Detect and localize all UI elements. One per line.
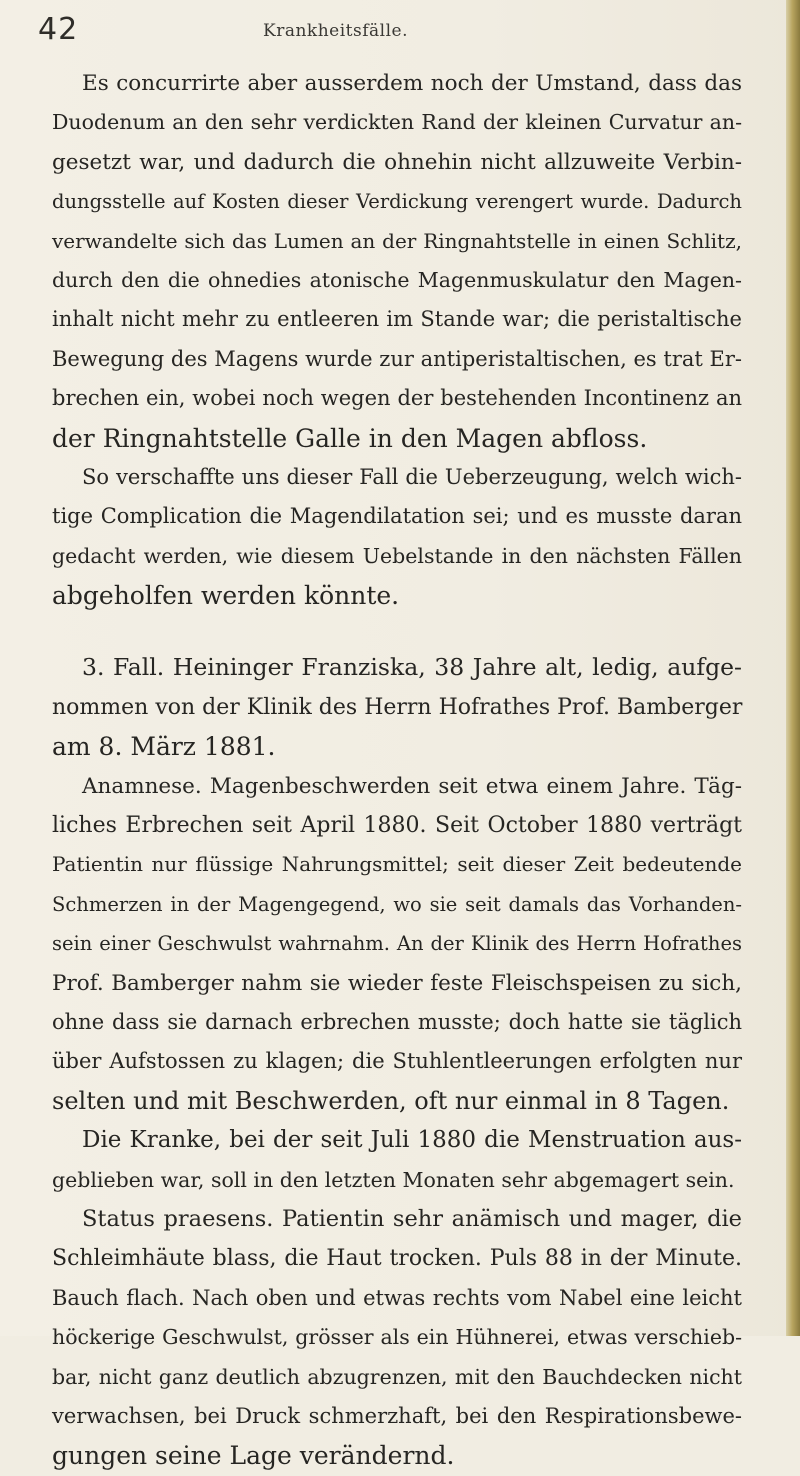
text-line: verwandelte sich das Lumen an der Ringnahtstelle in einen Schlitz, — [52, 228, 742, 253]
text-line: ohne dass sie darnach erbrechen musste; doch hatte sie täglich — [52, 1009, 742, 1034]
text-line: brechen ein, wobei noch wegen der bestehenden Incontinenz an — [52, 386, 742, 411]
text-line: Patientin nur flüssige Nahrungsmittel; seit dieser Zeit bedeutende — [52, 852, 742, 877]
text-line: gedacht werden, wie diesem Uebelstande in den nächsten Fällen — [52, 543, 742, 568]
text-line: Status praesens. Patientin sehr anämisch und mager, die — [82, 1205, 742, 1232]
text-line: am 8. März 1881. — [52, 732, 276, 762]
text-line: Anamnese. Magenbeschwerden seit etwa einem Jahre. Täg- — [82, 773, 742, 799]
text-line: geblieben war, soll in den letzten Monaten sehr abgemagert sein. — [52, 1167, 735, 1192]
text-line: Die Kranke, bei der seit Juli 1880 die Menstruation aus- — [82, 1127, 742, 1154]
text-line: bar, nicht ganz deutlich abzugrenzen, mit den Bauchdecken nicht — [52, 1364, 742, 1389]
case-heading-paragraph — [52, 648, 742, 766]
page-header — [38, 12, 738, 52]
text-line: Prof. Bamberger nahm sie wieder feste Fleischspeisen zu sich, — [52, 970, 742, 996]
text-line: gesetzt war, und dadurch die ohnehin nicht allzuweite Verbin- — [52, 149, 742, 175]
text-line: nommen von der Klinik des Herrn Hofrathes Prof. Bamberger — [52, 694, 743, 720]
text-line: 3. Fall. Heininger Franziska, 38 Jahre alt, ledig, aufge- — [82, 653, 742, 682]
anamnese-paragraph — [52, 767, 742, 1122]
text-line: selten und mit Beschwerden, oft nur einmal in 8 Tagen. — [52, 1086, 730, 1115]
text-line: verwachsen, bei Druck schmerzhaft, bei den Respirationsbewe- — [52, 1403, 742, 1428]
text-line: dungsstelle auf Kosten dieser Verdickung verengert wurde. Dadurch — [52, 190, 742, 214]
paragraph — [52, 458, 742, 616]
text-line: Schleimhäute blass, die Haut trocken. Puls 88 in der Minute. — [52, 1246, 742, 1272]
text-line: Duodenum an den sehr verdickten Rand der kleinen Curvatur an- — [52, 110, 742, 135]
paragraph — [52, 64, 742, 458]
text-line: über Aufstossen zu klagen; die Stuhlentleerungen erfolgten nur — [52, 1049, 742, 1074]
text-line: tige Complication die Magendilatation sei; und es musste daran — [52, 504, 742, 529]
text-line: höckerige Geschwulst, grösser als ein Hühnerei, etwas verschieb- — [52, 1325, 742, 1350]
text-line: durch den die ohnedies atonische Magenmuskulatur den Magen- — [52, 267, 742, 292]
book-spine-edge — [786, 0, 800, 1336]
text-line: Es concurrirte aber ausserdem noch der Umstand, dass das — [82, 71, 742, 96]
running-head: Krankheitsfälle. — [263, 21, 408, 41]
text-line: So verschaffte uns dieser Fall die Ueberzeugung, welch wich- — [82, 464, 742, 489]
text-line: sein einer Geschwulst wahrnahm. An der Klinik des Herrn Hofrathes — [52, 932, 742, 956]
text-line: Bewegung des Magens wurde zur antiperistaltischen, es trat Er- — [52, 346, 742, 371]
paragraph — [52, 1121, 742, 1200]
status-praesens-paragraph — [52, 1200, 742, 1476]
body-text — [52, 64, 742, 1476]
text-line: inhalt nicht mehr zu entleeren im Stande war; die peristaltische — [52, 307, 742, 332]
text-line: der Ringnahtstelle Galle in den Magen abfloss. — [52, 423, 648, 453]
section-gap — [52, 615, 742, 648]
text-line: abgeholfen werden könnte. — [52, 581, 400, 611]
text-line: gungen seine Lage verändernd. — [52, 1441, 455, 1471]
page-number: 42 — [38, 12, 79, 47]
text-line: liches Erbrechen seit April 1880. Seit October 1880 verträgt — [52, 813, 742, 839]
text-line: Schmerzen in der Magengegend, wo sie seit damals das Vorhanden- — [52, 892, 742, 916]
text-line: Bauch flach. Nach oben und etwas rechts vom Nabel eine leicht — [52, 1285, 742, 1310]
